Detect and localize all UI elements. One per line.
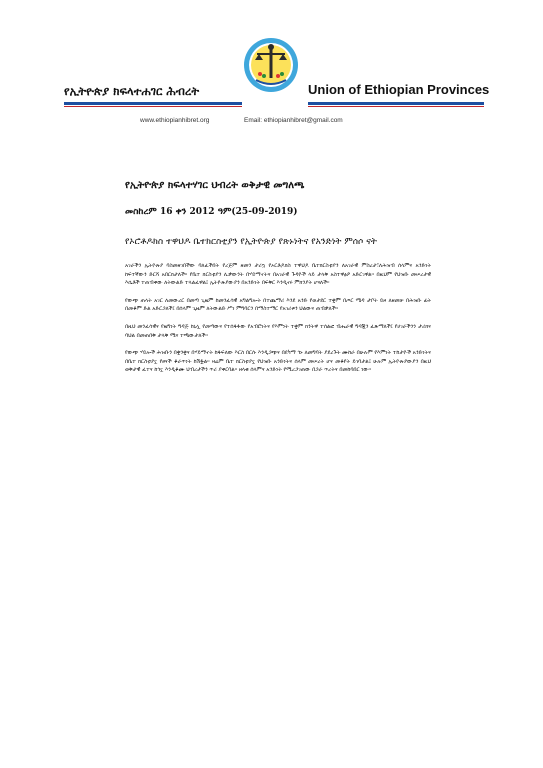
email-address[interactable]: Email: ethiopianhibret@gmail.com — [244, 117, 343, 124]
statement-date: መስከረም 16 ቀን 2012 ዓም(25-09-2019) — [125, 207, 298, 217]
header-accent-rule-left — [64, 106, 242, 107]
statement-subject: የኦሮቶዶክስ ተዋህዶ ቤተክርስቲያን የኢትዮጵያ የጽኑነትና የአንድነት ምሰሶ ናት — [125, 237, 378, 247]
website-link[interactable]: www.ethiopianhibret.org — [140, 117, 210, 124]
statement-title: የኢትዮጵያ ክፍላተሃገር ህብረት ወቅታዊ መግለጫ — [125, 180, 305, 191]
org-name-amharic: የኢትዮጵያ ክፍላተሐገር ሕብረት — [64, 84, 200, 98]
body-paragraph: የውጭ ጠላት አገር ለመውረር በመጣ ጊዜም ከመንፈሳዊ አግልግሎት በተጨማሪ እንደ አንድ የወታደር ተቋም በጦር ሜዳ ታቦት ይዞ ለዘመቻ በሕዝቡ ፊት በመቆም ድል አድርጋለች፤ በሰላም ጊዜም ለትውልድ ሥነ ምግባርን በማስተማር የአገሪቱን ህልውና ጠብቃለች፡፡ — [125, 297, 431, 313]
header-accent-rule-right — [308, 106, 484, 107]
header-rule-left — [64, 102, 242, 105]
letterhead — [64, 36, 490, 114]
union-emblem-icon — [242, 36, 300, 94]
body-paragraph: የውጭ ሃይሎች ሕዝቡን በቋንቋና በሃይማኖት ከፋፍለው እርስ በርሱ እንዲጋጭና በደካማ ጎኑ ለመግባት ያደረጉት ሙከራ በሁሉም የእምነት ተከታዮች አንድነትና በቤተ ክርስቲያኗ የፀናች ቆራጥነት ከሽፏል፡፡ ዛሬም ቤተ ክርስቲያኗ የህዝቡ አንድነትና ሰላም መሠረት ሆና መቆየት ይገባታል፤ ሁሉም ኢትዮጵያውያን በዚህ ወቅታዊ ፈተና ከጎኗ እንዲቆሙ ህብረታችን ጥሪ ያቀርባል፡፡ ዘላቂ ሰላምና አንድነት የሚረጋገጠው በጋራ ጥረትና በመከባበር ነው፡፡ — [125, 350, 431, 374]
header-rule-right — [308, 102, 484, 105]
org-name-english: Union of Ethiopian Provinces — [308, 82, 490, 97]
body-paragraph: አገራችን ኢትዮጵያ ባስመዘገበችው ባለፈችበት የረጅም ዘመን ታሪኳ የኦርቶዶክስ ተዋህዶ ቤተክርስቲያን ለአገራዊ ምስረታ፣ለሕዝብ ሰላምና አንድነት ከፍተኛውን ድርሻ አበርክታለች፡፡ የቤተ ክርስቲያን ሊቃውንት በሃይማኖትና በአገራዊ ጉዳዮች ላይ ታላቅ አስተዋፅዖ አድርገዋል፡፡ በዚህም የህዝቡ መሠረታዊ እሴቶች ተጠብቀው ለትውልድ ተላልፈዋል፤ ኢትዮጵያውያን በአንድነት በፍቅር እንዲኖሩ ምክንያት ሆናለች፡፡ — [125, 263, 431, 287]
body-paragraph: በዚህ መንፈሳዊና የዜግነት ግዳጅ ከኒሏ የመጣውና የተሰፋፋው የአብሮነትና የእምነት ተቋም ክንትዋ ተሰልፎ ብሔራዊ ግዳጇን ፈጽማለች፤ የሀገራችንን ታሪክና ባህል በመጠበቅ ታላቅ ሚና ተጫውታለች፡፡ — [125, 323, 431, 339]
statement-body — [125, 262, 431, 752]
